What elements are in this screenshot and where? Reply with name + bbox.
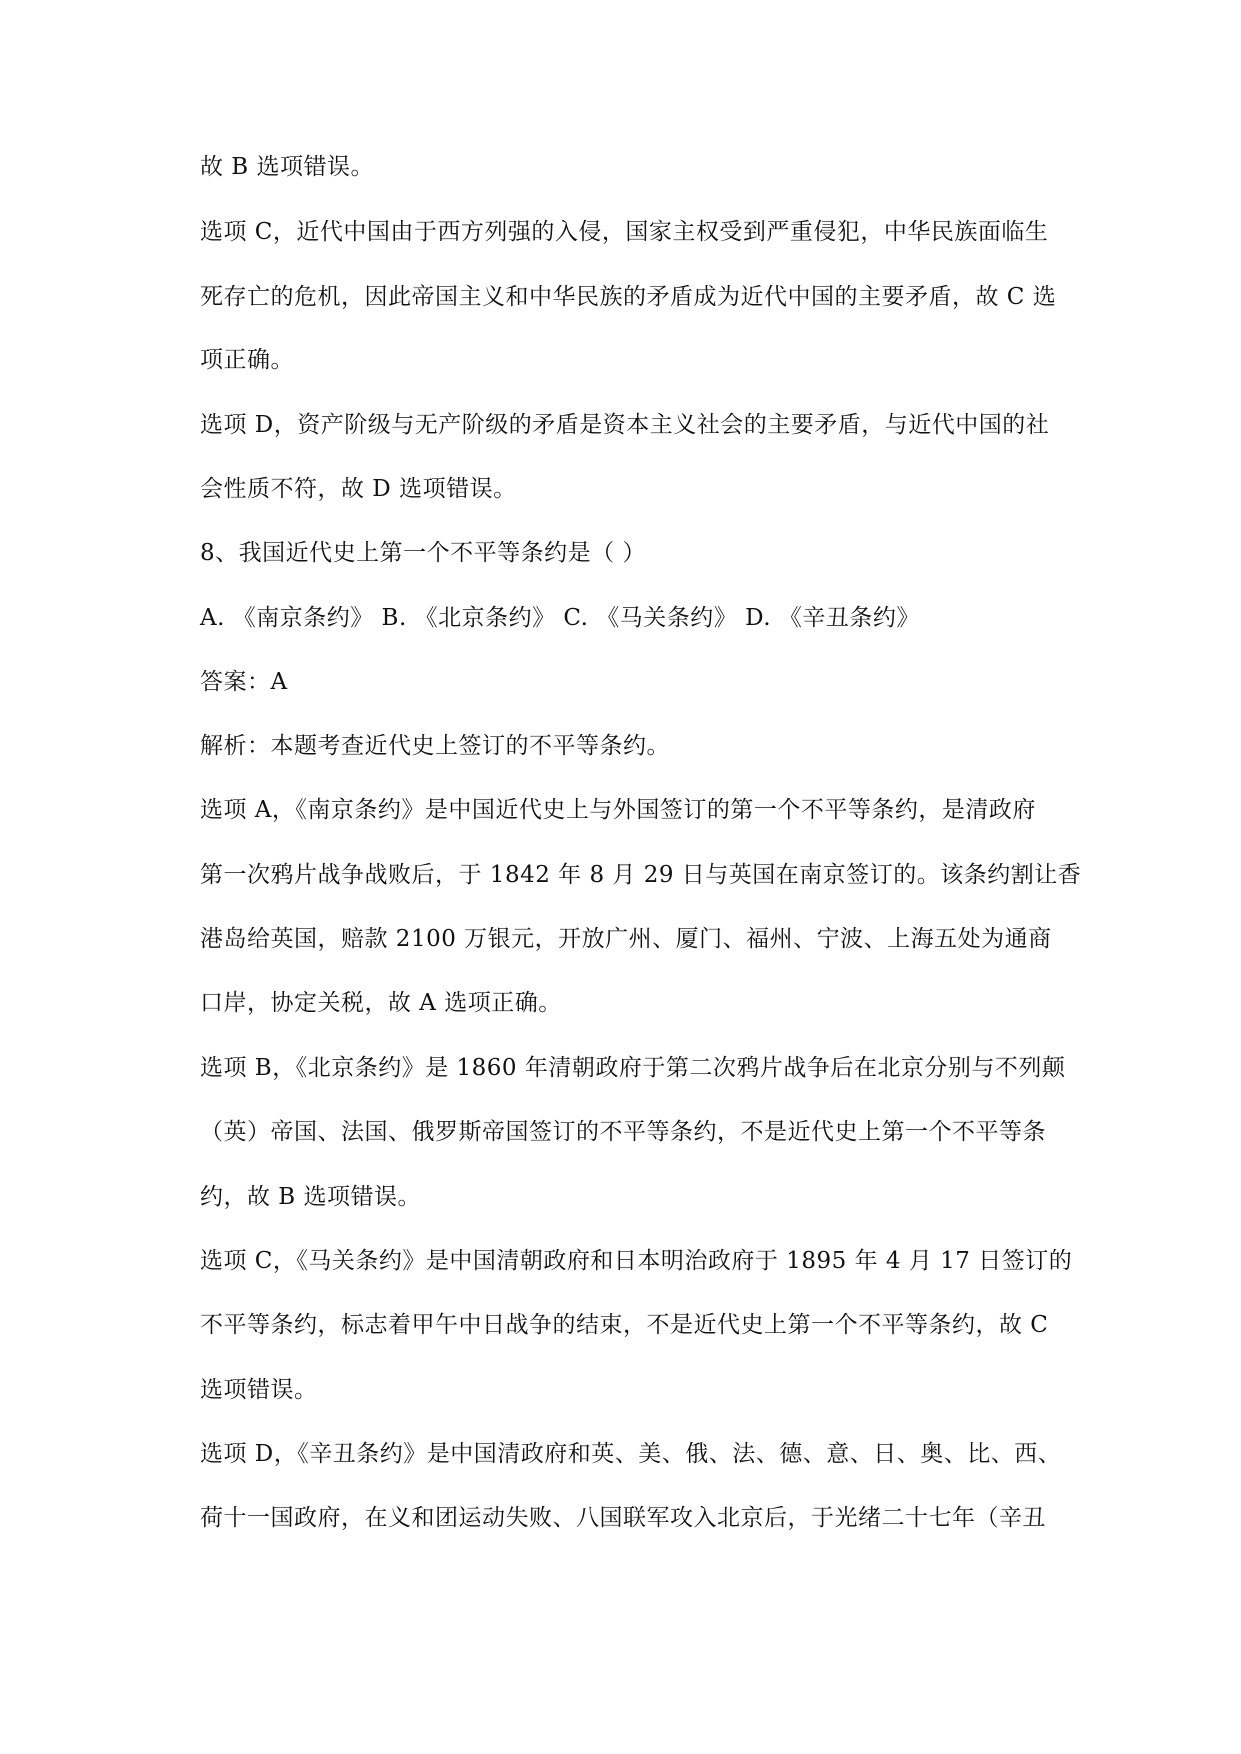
question-stem: 8、我国近代史上第一个不平等条约是（ ） — [200, 540, 646, 566]
answer-options: A. 《南京条约》 B. 《北京条约》 C. 《马关条约》 D. 《辛丑条约》 — [200, 605, 920, 631]
text-line: 选项 A，《南京条约》是中国近代史上与外国签订的第一个不平等条约，是清政府 — [200, 797, 1036, 823]
text-line: 选项 D，资产阶级与无产阶级的矛盾是资本主义社会的主要矛盾，与近代中国的社 — [200, 412, 1050, 438]
text-line: 故 B 选项错误。 — [200, 154, 375, 180]
text-line: 项正确。 — [200, 347, 294, 373]
text-line: （英）帝国、法国、俄罗斯帝国签订的不平等条约，不是近代史上第一个不平等条 — [200, 1119, 1046, 1145]
text-line: 荷十一国政府，在义和团运动失败、八国联军攻入北京后，于光绪二十七年（辛丑 — [200, 1505, 1046, 1531]
text-line: 选项 C，近代中国由于西方列强的入侵，国家主权受到严重侵犯，中华民族面临生 — [200, 219, 1049, 245]
text-line: 第一次鸦片战争战败后，于 1842 年 8 月 29 日与英国在南京签订的。该条约割让香 — [200, 862, 1082, 888]
text-line: 选项错误。 — [200, 1377, 318, 1403]
text-line: 港岛给英国，赔款 2100 万银元，开放广州、厦门、福州、宁波、上海五处为通商 — [200, 926, 1052, 952]
explanation-intro: 解析：本题考查近代史上签订的不平等条约。 — [200, 733, 670, 759]
text-line: 死存亡的危机，因此帝国主义和中华民族的矛盾成为近代中国的主要矛盾，故 C 选 — [200, 284, 1057, 310]
text-line: 选项 D，《辛丑条约》是中国清政府和英、美、俄、法、德、意、日、奥、比、西、 — [200, 1441, 1062, 1467]
text-line: 选项 B，《北京条约》是 1860 年清朝政府于第二次鸦片战争后在北京分别与不列颠 — [200, 1055, 1066, 1081]
answer-key: 答案：A — [200, 669, 288, 695]
text-line: 会性质不符，故 D 选项错误。 — [200, 476, 517, 502]
text-line: 选项 C，《马关条约》是中国清朝政府和日本明治政府于 1895 年 4 月 17 日签订的 — [200, 1248, 1073, 1274]
text-line: 不平等条约，标志着甲午中日战争的结束，不是近代史上第一个不平等条约，故 C — [200, 1312, 1049, 1338]
text-line: 口岸，协定关税，故 A 选项正确。 — [200, 990, 562, 1016]
text-line: 约，故 B 选项错误。 — [200, 1184, 422, 1210]
